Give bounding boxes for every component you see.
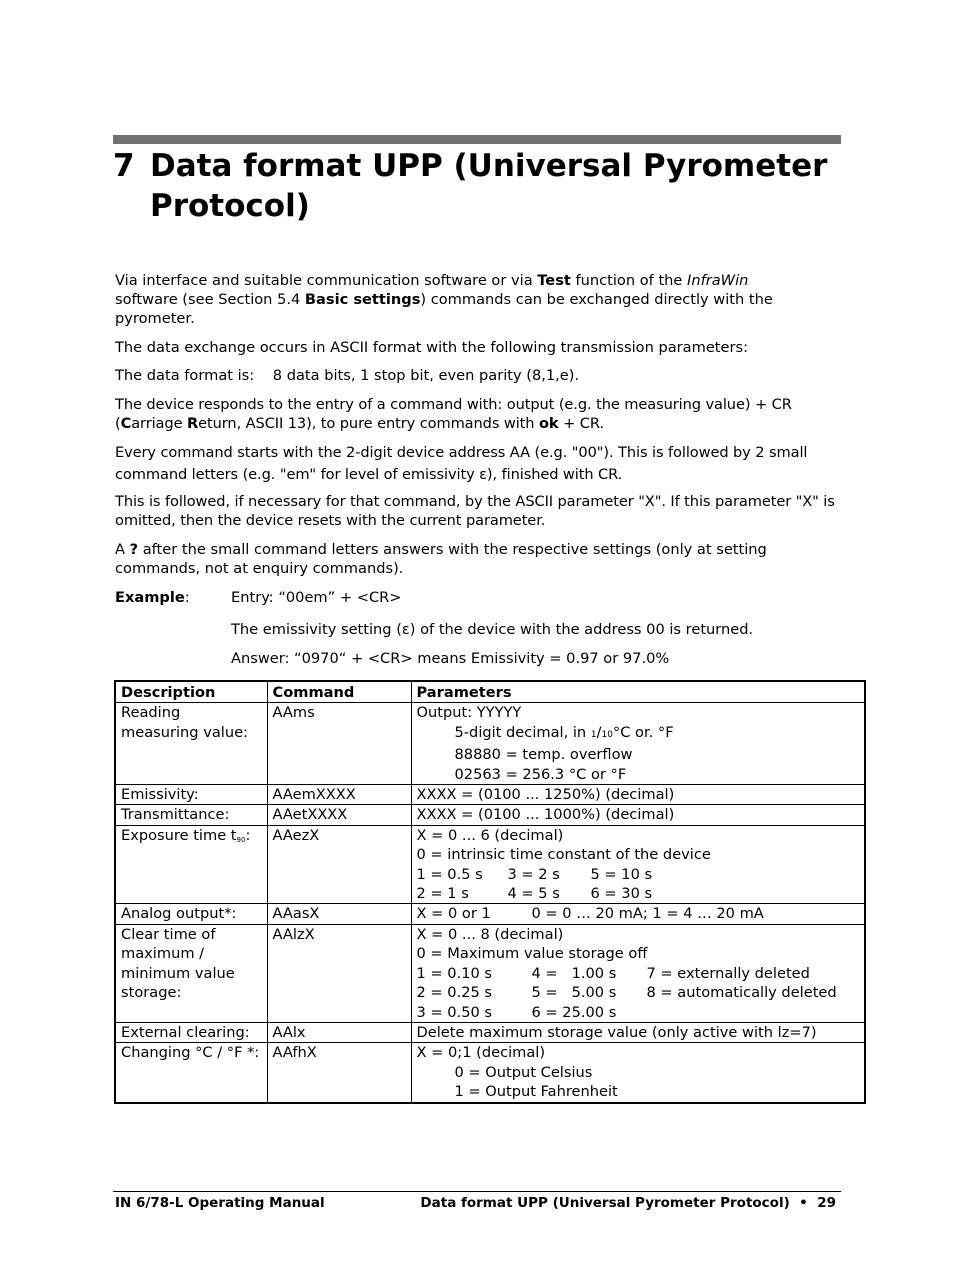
parameters-cell <box>411 825 865 904</box>
fraction-denominator: 10 <box>601 729 613 740</box>
text: C <box>120 415 132 432</box>
parameter-paragraph: This is followed, if necessary for that command, by the ASCII parameter "X". If this parameter "X" is omitted, then the device resets with the current parameter. <box>115 493 835 529</box>
text: 8 = automatically deleted <box>646 984 837 1002</box>
data-exchange-paragraph: The data exchange occurs in ASCII format with the following transmission parameters: <box>115 339 749 356</box>
text: ) commands can be exchanged directly with the pyrometer. <box>115 291 773 327</box>
text: 4 = 1.00 s <box>531 964 617 982</box>
text: 3 = 0.50 s <box>416 1003 493 1021</box>
text: measuring value: <box>121 723 248 741</box>
text: 7 = externally deleted <box>646 964 810 982</box>
command-cell: AAfhX <box>267 1043 411 1103</box>
response-paragraph <box>115 395 840 433</box>
text: 6 = 30 s <box>590 885 653 903</box>
command-cell: AAetXXXX <box>267 805 411 825</box>
text: 0 = intrinsic time constant of the device <box>416 846 711 864</box>
text: X = 0 or 1 <box>416 905 491 923</box>
command-cell: AAlx <box>267 1022 411 1042</box>
text: 1 = 0.5 s <box>416 865 483 883</box>
command-table <box>114 680 866 1104</box>
infrawin-label: InfraWin <box>687 272 749 289</box>
table-row <box>115 703 865 785</box>
table-row <box>115 805 865 825</box>
parameters-cell: XXXX = (0100 ... 1000%) (decimal) <box>411 805 865 825</box>
column-header: Description <box>115 681 267 703</box>
text <box>417 964 860 983</box>
example-label <box>115 588 190 607</box>
text: Reading <box>121 704 181 722</box>
text: 02563 = 256.3 °C or °F <box>454 765 627 783</box>
footer-section <box>420 1195 836 1211</box>
parameters-cell <box>411 703 865 785</box>
page-number: 29 <box>817 1195 836 1211</box>
text: 0 = Output Celsius <box>454 1063 593 1081</box>
text: X = 0;1 (decimal) <box>416 1044 546 1062</box>
text: R <box>186 415 199 432</box>
table-row <box>115 1022 865 1042</box>
description-cell: External clearing: <box>115 1022 267 1042</box>
text: 1 = Output Fahrenheit <box>454 1083 618 1101</box>
description-cell: Changing °C / °F *: <box>115 1043 267 1103</box>
table-row <box>115 904 865 924</box>
parameters-cell: Delete maximum storage value (only active with lz=7) <box>411 1022 865 1042</box>
table-row <box>115 785 865 805</box>
text: Output: YYYYY <box>416 704 522 722</box>
text: X = 0 ... 6 (decimal) <box>416 826 564 844</box>
description-cell <box>115 825 267 904</box>
chapter-title-line1: Data format UPP (Universal Pyrometer <box>150 148 828 184</box>
text: : <box>184 589 190 606</box>
basic-settings-label: Basic settings <box>304 291 421 308</box>
text: A <box>115 541 130 558</box>
command-cell: AAlzX <box>267 924 411 1022</box>
table-row <box>115 924 865 1022</box>
text <box>417 983 860 1002</box>
text <box>417 865 860 884</box>
command-cell: AAemXXXX <box>267 785 411 805</box>
text: storage: <box>121 984 182 1002</box>
parameters-cell: XXXX = (0100 ... 1250%) (decimal) <box>411 785 865 805</box>
example-label-text: Example <box>115 589 185 606</box>
footer-manual-title: IN 6/78-L Operating Manual <box>115 1195 325 1211</box>
query-paragraph <box>115 540 840 578</box>
command-start-paragraph: Every command starts with the 2-digit device address AA (e.g. "00"). This is followed by 2 small command letters (e.g. "em" for level of emissivity ε), finished with CR. <box>115 444 808 483</box>
description-cell <box>115 703 267 785</box>
text: 4 = 5 s <box>507 885 560 903</box>
table-row <box>115 1043 865 1103</box>
column-header: Command <box>267 681 411 703</box>
text: 5 = 5.00 s <box>531 984 617 1002</box>
fraction-numerator: 1 <box>590 729 597 740</box>
text: maximum / <box>121 945 205 963</box>
text: after the small command letters answers with the respective settings (only at setting commands, not at enquiry commands). <box>115 541 767 577</box>
command-cell: AAezX <box>267 825 411 904</box>
heading-rule <box>113 135 841 144</box>
test-function-label: Test <box>537 272 571 289</box>
description-cell: Transmittance: <box>115 805 267 825</box>
text: 6 = 25.00 s <box>531 1003 617 1021</box>
parameters-cell <box>411 1043 865 1103</box>
description-cell <box>115 924 267 1022</box>
text: 5 = 10 s <box>590 865 653 883</box>
text: The device responds to the entry of a command with: output (e.g. the measuring value) + CR ( <box>115 396 792 432</box>
data-format-paragraph <box>115 366 840 385</box>
text: + CR. <box>558 415 604 432</box>
text: 2 = 0.25 s <box>416 984 493 1002</box>
parameters-cell <box>411 904 865 924</box>
text: X = 0 ... 8 (decimal) <box>416 925 564 943</box>
command-cell: AAasX <box>267 904 411 924</box>
text: 3 = 2 s <box>507 865 560 883</box>
text: °C or. °F <box>612 723 674 741</box>
example-answer: Answer: “0970“ + <CR> means Emissivity = 0.97 or 97.0% <box>231 650 670 667</box>
text: 88880 = temp. overflow <box>454 746 633 764</box>
description-cell: Emissivity: <box>115 785 267 805</box>
text: Exposure time t <box>121 826 237 844</box>
text: / <box>596 723 602 741</box>
example-setting: The emissivity setting (ε) of the device with the address 00 is returned. <box>231 621 754 638</box>
table-header-row <box>115 681 865 703</box>
text: eturn, ASCII 13), to pure entry commands with <box>198 415 539 432</box>
chapter-number: 7 <box>113 148 135 184</box>
footer-bullet: • <box>799 1195 808 1211</box>
text: : <box>245 826 251 844</box>
question-mark: ? <box>129 541 139 558</box>
text: 1 = 0.10 s <box>416 964 493 982</box>
chapter-title-line2: Protocol) <box>150 188 310 224</box>
text: 0 = Maximum value storage off <box>416 945 648 963</box>
subscript: 90 <box>236 835 246 844</box>
text: 5-digit decimal, in <box>454 723 591 741</box>
text: software (see Section 5.4 <box>115 291 305 308</box>
footer-section-title: Data format UPP (Universal Pyrometer Protocol) <box>420 1195 790 1211</box>
text: minimum value <box>121 964 235 982</box>
text: arriage <box>131 415 187 432</box>
text: Clear time of <box>121 925 216 943</box>
data-format-label: The data format is: <box>115 367 255 384</box>
text <box>417 1003 860 1022</box>
text: 0 = 0 … 20 mA; 1 = 4 … 20 mA <box>531 905 764 923</box>
footer-rule <box>113 1191 841 1192</box>
text <box>417 884 860 903</box>
command-cell: AAms <box>267 703 411 785</box>
column-header: Parameters <box>411 681 865 703</box>
description-cell: Analog output*: <box>115 904 267 924</box>
intro-paragraph <box>115 271 840 328</box>
example-entry: Entry: “00em” + <CR> <box>231 589 402 606</box>
text: Via interface and suitable communication software or via <box>115 272 538 289</box>
table-row <box>115 825 865 904</box>
text <box>417 723 860 745</box>
data-format-value: 8 data bits, 1 stop bit, even parity (8,1,e). <box>272 367 580 384</box>
text: function of the <box>570 272 688 289</box>
ok-label: ok <box>538 415 559 432</box>
text: 2 = 1 s <box>416 885 469 903</box>
chapter-heading <box>113 146 841 226</box>
parameters-cell <box>411 924 865 1022</box>
